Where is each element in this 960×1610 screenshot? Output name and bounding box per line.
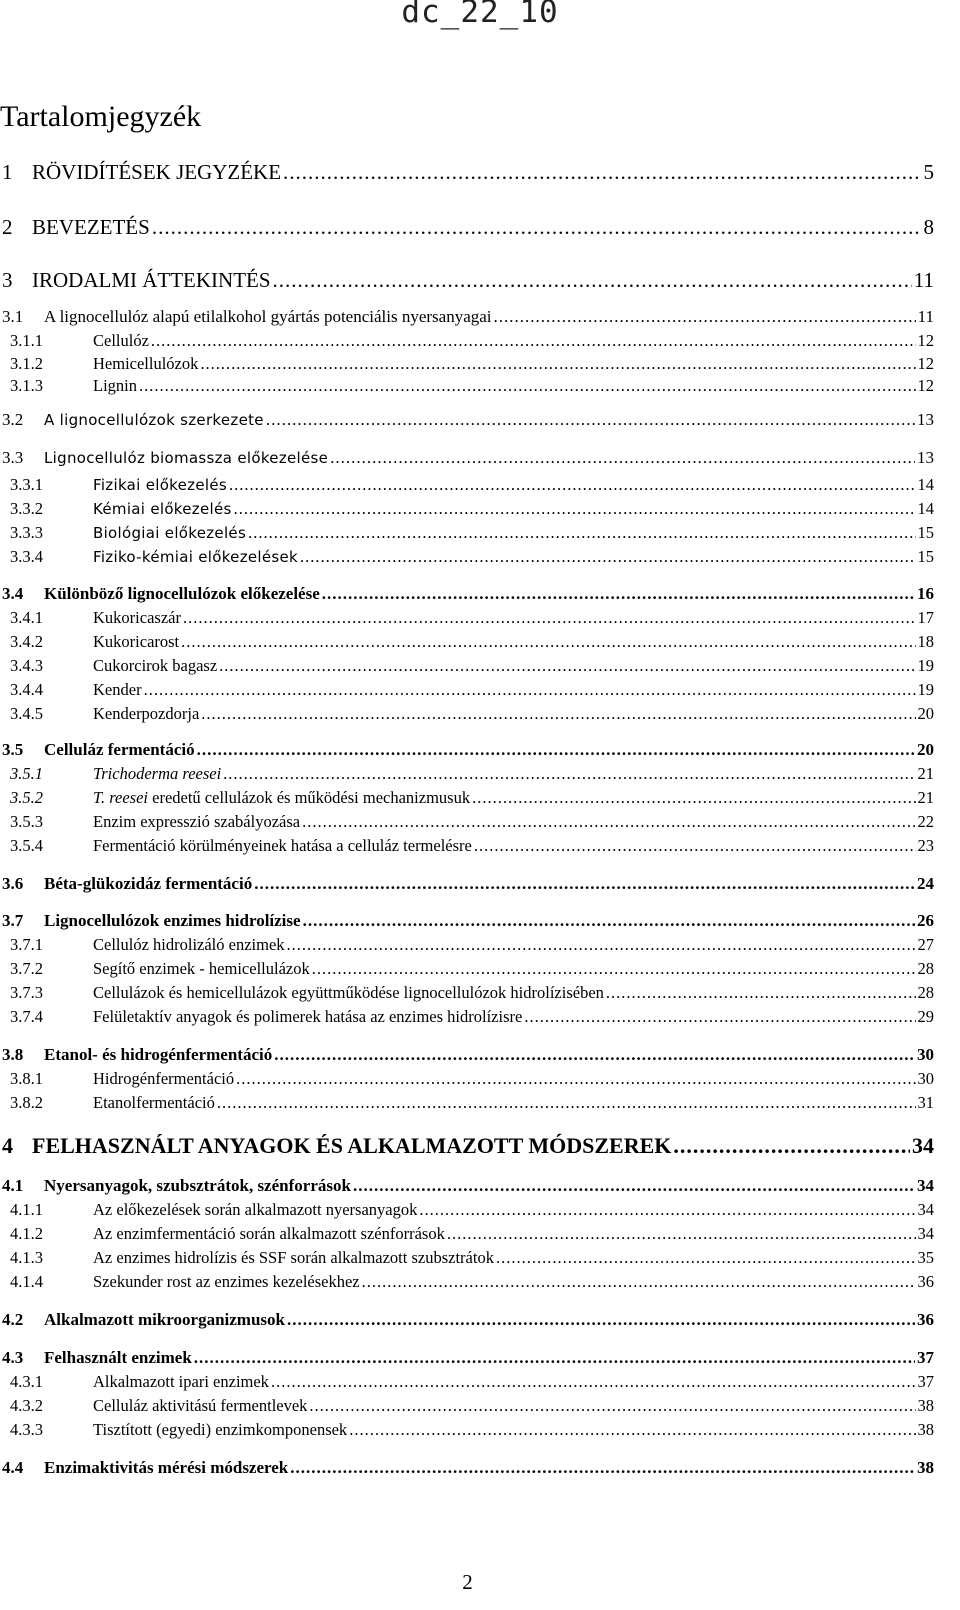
toc-entry[interactable]: 3 IRODALMI ÁTTEKINTÉS ..... 11: [2, 268, 934, 293]
toc-entry[interactable]: 4.1.2 Az enzimfermentáció során alkalmazott szénforrások ..... 34: [2, 1224, 934, 1244]
toc-entry[interactable]: 3.8 Etanol- és hidrogénfermentáció ..... 30: [2, 1045, 934, 1065]
toc-entry[interactable]: 3.4.3 Cukorcirok bagasz ..... 19: [2, 656, 934, 676]
toc-entry[interactable]: 4.4 Enzimaktivitás mérési módszerek ..... 38: [2, 1458, 934, 1478]
toc-entry[interactable]: 4.3.2 Celluláz aktivitású fermentlevek ..... 38: [2, 1396, 934, 1416]
toc-entry[interactable]: 3.4.4 Kender ..... 19: [2, 680, 934, 700]
toc-entry[interactable]: 3.4 Különböző lignocellulózok előkezelése ..... 16: [2, 584, 934, 604]
toc-entry[interactable]: 3.2 A lignocellulózok szerkezete ..... 13: [2, 410, 934, 430]
toc-entry[interactable]: 3.1.2 Hemicellulózok ..... 12: [2, 354, 934, 374]
toc-entry[interactable]: 4.1.4 Szekunder rost az enzimes kezelésekhez ..... 36: [2, 1272, 934, 1292]
toc-entry[interactable]: 3.1.1 Cellulóz ..... 12: [2, 331, 934, 351]
page-number: 2: [462, 1570, 473, 1594]
toc-entry[interactable]: 3.3.1 Fizikai előkezelés ..... 14: [2, 475, 934, 495]
toc-entry[interactable]: 3.5 Celluláz fermentáció ..... 20: [2, 740, 934, 760]
toc-entry[interactable]: 3.7.2 Segítő enzimek - hemicellulázok ..... 28: [2, 959, 934, 979]
toc-entry[interactable]: 3.8.1 Hidrogénfermentáció ..... 30: [2, 1069, 934, 1089]
toc-entry[interactable]: 1 RÖVIDÍTÉSEK JEGYZÉKE ..... 5: [2, 160, 934, 185]
toc-entry[interactable]: 3.5.1 Trichoderma reesei ..... 21: [2, 764, 934, 784]
toc-entry[interactable]: 4.3.3 Tisztított (egyedi) enzimkomponensek ..... 38: [2, 1420, 934, 1440]
toc-entry[interactable]: 3.6 Béta-glükozidáz fermentáció ..... 24: [2, 874, 934, 894]
toc-entry[interactable]: 3.5.4 Fermentáció körülményeinek hatása a celluláz termelésre ..... 23: [2, 836, 934, 856]
toc-entry[interactable]: 3.3 Lignocellulóz biomassza előkezelése ..... 13: [2, 448, 934, 468]
toc-entry[interactable]: 3.7.3 Cellulázok és hemicellulázok együttműködése lignocellulózok hidrolízisében ..... 28: [2, 983, 934, 1003]
toc-entry[interactable]: 3.8.2 Etanolfermentáció ..... 31: [2, 1093, 934, 1113]
toc-entry[interactable]: 4.3 Felhasznált enzimek ..... 37: [2, 1348, 934, 1368]
toc-title: Tartalomjegyzék: [0, 100, 202, 133]
toc-entry[interactable]: 3.4.5 Kenderpozdorja ..... 20: [2, 704, 934, 724]
toc-entry[interactable]: 3.3.4 Fiziko-kémiai előkezelések ..... 15: [2, 547, 934, 567]
toc-entry[interactable]: 4 FELHASZNÁLT ANYAGOK ÉS ALKALMAZOTT MÓDSZEREK ..... 34: [2, 1133, 934, 1159]
toc-entry[interactable]: 3.7.1 Cellulóz hidrolizáló enzimek ..... 27: [2, 935, 934, 955]
document-code-header: dc_22_10: [401, 0, 559, 30]
toc-entry[interactable]: 3.7 Lignocellulózok enzimes hidrolízise ..... 26: [2, 911, 934, 931]
toc-entry[interactable]: 4.1.1 Az előkezelések során alkalmazott nyersanyagok ..... 34: [2, 1200, 934, 1220]
toc-entry[interactable]: 4.1 Nyersanyagok, szubsztrátok, szénforrások ..... 34: [2, 1176, 934, 1196]
toc-entry[interactable]: 3.5.3 Enzim expresszió szabályozása ..... 22: [2, 812, 934, 832]
toc-entry[interactable]: 3.4.2 Kukoricarost ..... 18: [2, 632, 934, 652]
toc-entry[interactable]: 2 BEVEZETÉS ..... 8: [2, 215, 934, 240]
toc-entry[interactable]: 3.3.2 Kémiai előkezelés ..... 14: [2, 499, 934, 519]
toc-entry[interactable]: 3.3.3 Biológiai előkezelés ..... 15: [2, 523, 934, 543]
toc-entry[interactable]: 3.1.3 Lignin ..... 12: [2, 376, 934, 396]
toc-entry[interactable]: 3.4.1 Kukoricaszár ..... 17: [2, 608, 934, 628]
toc-entry[interactable]: 4.2 Alkalmazott mikroorganizmusok ..... 36: [2, 1310, 934, 1330]
toc-entry[interactable]: 3.7.4 Felületaktív anyagok és polimerek hatása az enzimes hidrolízisre ..... 29: [2, 1007, 934, 1027]
toc-entry[interactable]: 3.5.2 T. reesei eredetű cellulázok és működési mechanizmusuk ..... 21: [2, 788, 934, 808]
toc-entry[interactable]: 4.3.1 Alkalmazott ipari enzimek ..... 37: [2, 1372, 934, 1392]
toc-entry[interactable]: 4.1.3 Az enzimes hidrolízis és SSF során alkalmazott szubsztrátok ..... 35: [2, 1248, 934, 1268]
toc-entry[interactable]: 3.1 A lignocellulóz alapú etilalkohol gyártás potenciális nyersanyagai ..... 11: [2, 307, 934, 327]
